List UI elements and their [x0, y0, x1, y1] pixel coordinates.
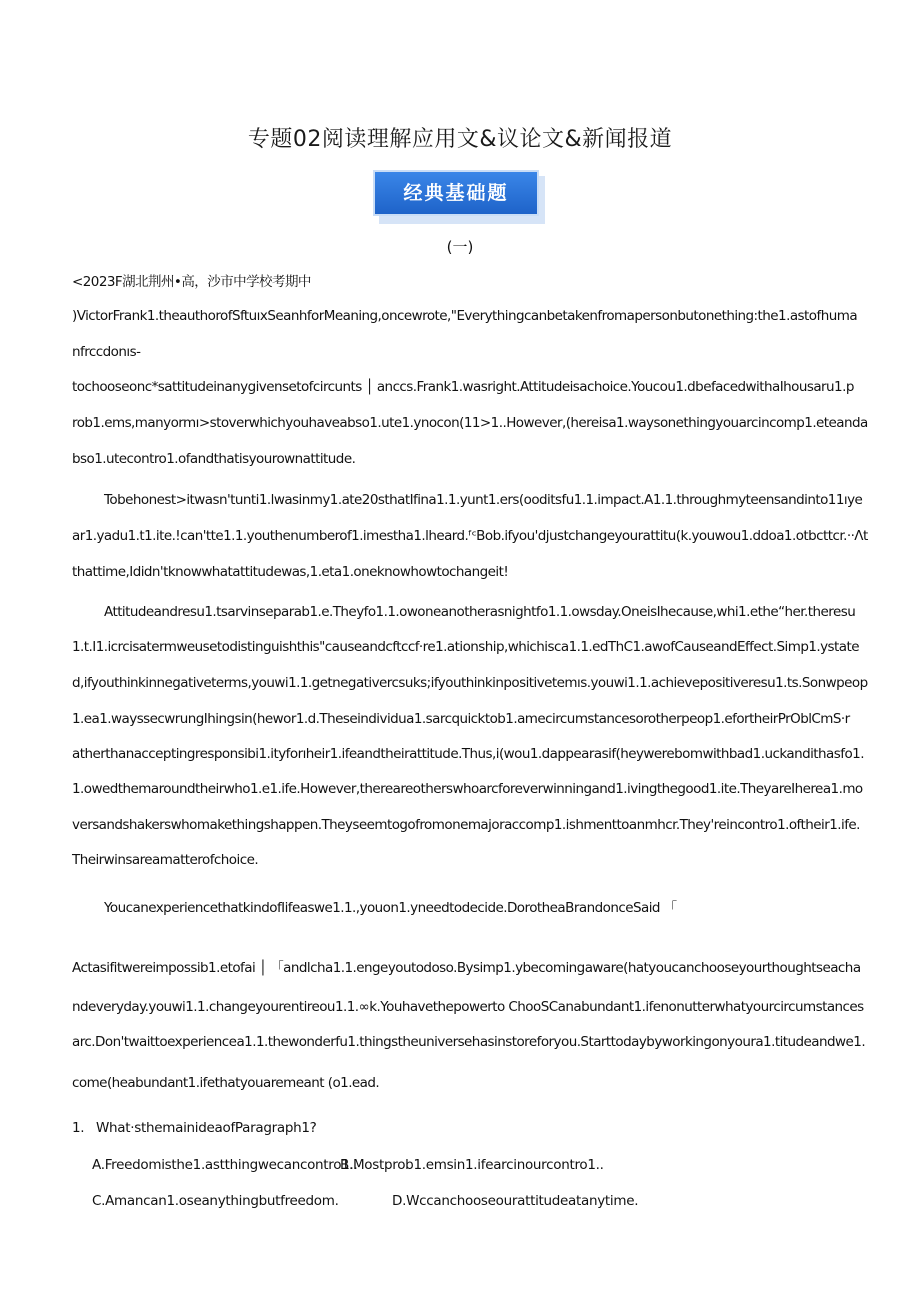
question-number: 1. — [72, 1120, 85, 1136]
badge-label: 经典基础题 — [373, 170, 539, 216]
passage-line: Attitudeandresu1.tsarvinseparab1.e.Theyfo1.1.owoneanotherasnightfo1.1.owsday.OneisIhecause,whi1.ethe“her.theresu — [104, 604, 856, 620]
passage-line: YoucanexperiencethatkindofIifeaswe1.1.,youon1.yneedtodecide.DorotheaBrandonceSaid 「 — [104, 900, 677, 916]
section-number: (一) — [446, 238, 474, 256]
passage-line: Theirwinsareamatterofchoice. — [72, 852, 259, 868]
passage-line: bso1.utecontro1.ofandthatisyourownattitude. — [72, 451, 356, 467]
passage-line: versandshakerswhomakethingshappen.Theyseemtogofromonemajoraccomp1.ishmenttoanmhcr.They'reincontro1.oftheir1.ife. — [72, 817, 860, 833]
passage-line: tochooseonc*sattitudeinanygivensetofcircunts │ anccs.Frank1.wasright.Attitudeisachoice.Youcou1.dbefacedwithaIhousaru1.p — [72, 379, 854, 395]
passage-line: atherthanacceptingresponsibi1.ityforıheir1.ifeandtheirattitude.Thus,i(wou1.dappearasif(heywerebomwithbad1.uckandithasfo1. — [72, 746, 864, 762]
passage-line: arc.Don'twaittoexperiencea1.1.thewonderfu1.thingstheuniversehasinstoreforyou.Starttodaybyworkingonyoura1.titudeandwe1. — [72, 1034, 866, 1050]
section-badge — [373, 170, 547, 224]
passage-line: Actasifitwereimpossib1.etofai │ 「andlcha1.1.engeyoutodoso.Bysimp1.ybecomingaware(hatyoucanchooseyourthoughtseacha — [72, 960, 861, 976]
passage-line: 1.ea1.wayssecwrungIhingsin(hewor1.d.Theseindividua1.sarcquicktob1.amecircumstancesorotherpeop1.efortheirPrOblCmS·r — [72, 711, 850, 727]
question-stem: What·sthemainideaofParagraph1? — [96, 1120, 317, 1136]
option-a: A.Freedomisthe1.astthingwecancontro1.. — [92, 1157, 358, 1173]
passage-line: )VictorFrank1.theauthorofSftuıxSeanhforMeaning,oncewrote,"Everythingcanbetakenfromapersonbutonething:the1.astofhuma — [72, 308, 858, 324]
passage-line: Tobehonest>itwasn'tunti1.lwasinmy1.ate20sthatIfina1.1.yunt1.ers(ooditsfu1.1.impact.A1.1.throughmyteensandinto11ıye — [104, 492, 863, 508]
option-b: B.Mostprob1.emsin1.ifearcinourcontro1.. — [340, 1157, 604, 1173]
page-title: 专题02阅读理解应用文&议论文&新闻报道 — [247, 127, 673, 152]
passage-line: d,ifyouthinkinnegativeterms,youwi1.1.getnegativercsuks;ifyouthinkinpositivetemıs.youwi1.1.achievepositiveresu1.ts.Sonwpeop — [72, 675, 868, 691]
passage-line: ndeveryday.youwi1.1.changeyourentireou1.1.∞k.Youhavethepowerto ChooSCanabundant1.ifenonutterwhatyourcircumstances — [72, 999, 864, 1015]
passage-line: come(heabundant1.ifethatyouaremeant (o1.ead. — [72, 1075, 380, 1091]
passage-line: 1.t.I1.icrcisatermweusetodistinguishthis"causeandcftccf·re1.ationship,whichisca1.1.edThC1.awofCauseandEffect.Simp1.ystate — [72, 639, 860, 655]
passage-line: ar1.yadu1.t1.ite.!can'tte1.1.youthenumberof1.imestha1.lheard.ᶠᶜBob.ifyou'djustchangeyourattitu(k.youwou1.ddoa1.otbcttcr.··Λt — [72, 528, 868, 544]
passage-line: rob1.ems,manyormı>stoverwhichyouhaveabso1.ute1.ynocon(11>1..However,(hereisa1.waysonethingyouarcincomp1.eteanda — [72, 415, 868, 431]
passage-line: nfrccdonıs- — [72, 344, 141, 360]
source-line: <2023F湖北荆州•高，沙市中学校考期中 — [72, 274, 311, 290]
passage-line: thattime,Ididn'tknowwhatattitudewas,1.eta1.oneknowhowtochangeit! — [72, 564, 509, 580]
passage-line: 1.owedthemaroundtheirwho1.e1.ife.However,thereareotherswhoarcforeverwinningand1.ivingthegood1.ite.TheyareIherea1.mo — [72, 781, 863, 797]
option-c: C.Amancan1.oseanythingbutfreedom. — [92, 1193, 339, 1209]
option-d: D.Wccanchooseourattitudeatanytime. — [392, 1193, 639, 1209]
